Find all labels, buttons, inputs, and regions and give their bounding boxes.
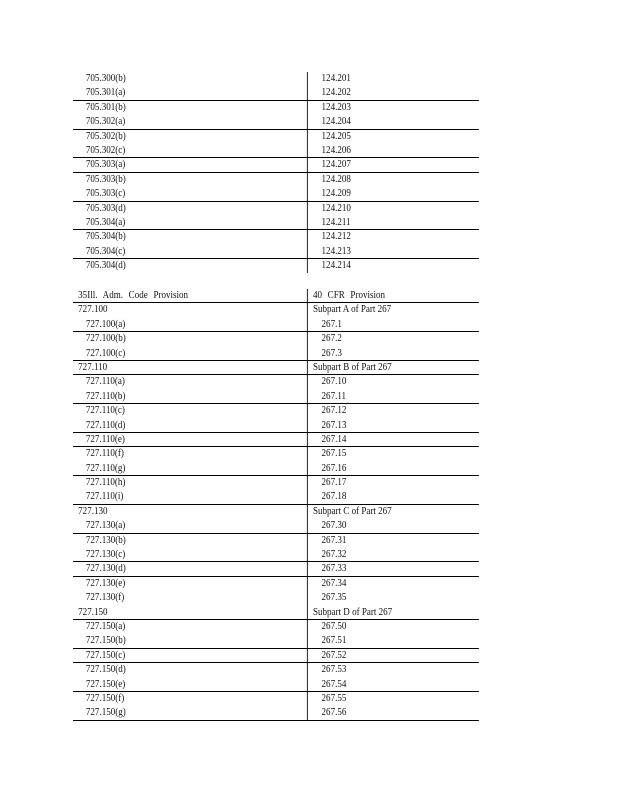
table-row <box>73 361 479 375</box>
cfr-provision-cell: 124.204 <box>307 115 479 128</box>
illinois-provision-cell: 727.110(e) <box>85 433 125 445</box>
cfr-provision-cell: Subpart D of Part 267 <box>307 606 479 619</box>
header-left: 35Ill. Adm. Code Provision <box>78 290 189 301</box>
cfr-provision-cell: 267.14 <box>307 433 479 446</box>
cfr-provision-cell: 124.213 <box>307 245 479 258</box>
illinois-provision-cell: 727.130(f) <box>85 592 125 604</box>
table-row <box>73 692 479 706</box>
illinois-provision-cell: 727.110(g) <box>85 462 126 474</box>
cfr-provision-cell: 124.208 <box>307 173 479 187</box>
cfr-provision-cell: 124.201 <box>307 72 479 86</box>
table-row <box>73 101 479 115</box>
table-header-row <box>73 289 479 303</box>
table-row <box>73 606 479 620</box>
illinois-provision-cell: 705.303(b) <box>85 173 126 185</box>
table-row <box>73 130 479 144</box>
cfr-provision-cell: Subpart C of Part 267 <box>307 505 479 519</box>
table-row <box>73 173 479 187</box>
illinois-provision-cell: 727.150(f) <box>85 692 125 704</box>
illinois-provision-cell: 727.150 <box>78 606 108 618</box>
illinois-provision-cell: 727.150(e) <box>85 678 126 690</box>
illinois-provision-cell: 705.304(a) <box>85 216 126 228</box>
table-row <box>73 86 479 100</box>
cfr-provision-cell: 267.55 <box>307 692 479 706</box>
table-row <box>73 347 479 361</box>
cfr-provision-cell: 267.16 <box>307 462 479 475</box>
illinois-provision-cell: 727.130(b) <box>85 534 126 546</box>
table-row <box>73 649 479 663</box>
cfr-provision-cell: 124.206 <box>307 144 479 157</box>
illinois-provision-cell: 727.110(a) <box>85 376 125 388</box>
illinois-provision-cell: 705.301(a) <box>85 87 126 99</box>
table-row <box>73 158 479 172</box>
table-row <box>73 390 479 404</box>
cfr-provision-cell: 267.10 <box>307 375 479 389</box>
provision-table-part-727 <box>73 289 479 721</box>
cfr-provision-cell: 267.2 <box>307 332 479 346</box>
cfr-provision-cell: 267.33 <box>307 562 479 575</box>
cfr-provision-cell: 267.51 <box>307 634 479 647</box>
table-row <box>73 562 479 576</box>
table-row <box>73 259 479 273</box>
illinois-provision-cell: 727.110(i) <box>85 491 124 503</box>
cfr-provision-cell: 124.214 <box>307 259 479 273</box>
cfr-provision-cell: 267.12 <box>307 404 479 418</box>
illinois-provision-cell: 727.130(d) <box>85 563 126 575</box>
cfr-provision-cell: 267.35 <box>307 591 479 605</box>
illinois-provision-cell: 705.303(c) <box>85 188 126 200</box>
table-row <box>73 519 479 533</box>
illinois-provision-cell: 705.303(a) <box>85 159 126 171</box>
table-row <box>73 620 479 634</box>
provision-table-part-705 <box>73 72 479 273</box>
cfr-provision-cell: 267.52 <box>307 649 479 662</box>
table-row <box>73 447 479 461</box>
illinois-provision-cell: 727.150(c) <box>85 649 126 661</box>
cfr-provision-cell: 124.202 <box>307 86 479 99</box>
cfr-provision-cell: 124.205 <box>307 130 479 144</box>
table-row <box>73 706 479 720</box>
table-row <box>73 332 479 346</box>
illinois-provision-cell: 705.304(b) <box>85 231 126 243</box>
illinois-provision-cell: 727.110 <box>78 361 108 373</box>
illinois-provision-cell: 705.302(c) <box>85 144 126 156</box>
table-row <box>73 375 479 389</box>
cfr-provision-cell: 267.17 <box>307 476 479 490</box>
table-row <box>73 230 479 244</box>
cfr-provision-cell: 124.203 <box>307 101 479 115</box>
illinois-provision-cell: 727.110(b) <box>85 390 126 402</box>
table-row <box>73 115 479 129</box>
illinois-provision-cell: 727.100(c) <box>85 347 126 359</box>
illinois-provision-cell: 705.303(d) <box>85 202 126 214</box>
table-row <box>73 577 479 591</box>
table-row <box>73 534 479 548</box>
table-row <box>73 548 479 562</box>
illinois-provision-cell: 727.110(h) <box>85 477 126 489</box>
illinois-provision-cell: 727.130 <box>78 505 108 517</box>
cfr-provision-cell: 267.54 <box>307 678 479 691</box>
header-right: 40 CFR Provision <box>307 289 479 302</box>
illinois-provision-cell: 727.150(b) <box>85 635 126 647</box>
cfr-provision-cell: 124.209 <box>307 187 479 200</box>
illinois-provision-cell: 705.300(b) <box>85 73 126 84</box>
table-row <box>73 245 479 259</box>
cfr-provision-cell: Subpart A of Part 267 <box>307 303 479 317</box>
cfr-provision-cell: 124.207 <box>307 158 479 171</box>
illinois-provision-cell: 705.302(b) <box>85 130 126 142</box>
table-row <box>73 505 479 519</box>
table-row <box>73 216 479 230</box>
cfr-provision-cell: 124.212 <box>307 230 479 244</box>
illinois-provision-cell: 727.130(e) <box>85 577 126 589</box>
table-row <box>73 187 479 201</box>
illinois-provision-cell: 727.100(b) <box>85 333 126 345</box>
cfr-provision-cell: 267.50 <box>307 620 479 634</box>
cfr-provision-cell: 267.34 <box>307 577 479 591</box>
cfr-provision-cell: 267.13 <box>307 419 479 432</box>
illinois-provision-cell: 705.304(c) <box>85 245 126 257</box>
cfr-provision-cell: 267.18 <box>307 490 479 503</box>
cfr-provision-cell: 267.31 <box>307 534 479 548</box>
table-row <box>73 678 479 692</box>
cfr-provision-cell: 267.53 <box>307 663 479 677</box>
table-row <box>73 663 479 677</box>
table-row <box>73 404 479 418</box>
table-row <box>73 303 479 317</box>
cfr-provision-cell: 267.56 <box>307 706 479 719</box>
cfr-provision-cell: 124.210 <box>307 202 479 216</box>
cfr-provision-cell: 267.30 <box>307 519 479 532</box>
illinois-provision-cell: 727.130(a) <box>85 520 126 532</box>
table-row <box>73 72 479 86</box>
illinois-provision-cell: 705.304(d) <box>85 260 126 272</box>
cfr-provision-cell: 267.11 <box>307 390 479 403</box>
table-row <box>73 591 479 605</box>
cfr-provision-cell: 267.32 <box>307 548 479 561</box>
cfr-provision-cell: 124.211 <box>307 216 479 229</box>
illinois-provision-cell: 727.150(d) <box>85 664 126 676</box>
illinois-provision-cell: 727.110(d) <box>85 419 126 431</box>
illinois-provision-cell: 727.150(a) <box>85 620 126 632</box>
table-row <box>73 490 479 504</box>
table-row <box>73 634 479 648</box>
illinois-provision-cell: 705.302(a) <box>85 116 126 128</box>
illinois-provision-cell: 727.150(g) <box>85 707 126 719</box>
cfr-provision-cell: Subpart B of Part 267 <box>307 361 479 374</box>
illinois-provision-cell: 727.100 <box>78 304 108 316</box>
illinois-provision-cell: 727.130(c) <box>85 549 126 561</box>
table-row <box>73 433 479 447</box>
table-row <box>73 144 479 158</box>
illinois-provision-cell: 705.301(b) <box>85 101 126 113</box>
cfr-provision-cell: 267.15 <box>307 447 479 461</box>
cfr-provision-cell: 267.3 <box>307 347 479 360</box>
table-row <box>73 476 479 490</box>
table-row <box>73 419 479 433</box>
table-row <box>73 462 479 476</box>
cfr-provision-cell: 267.1 <box>307 318 479 331</box>
illinois-provision-cell: 727.110(c) <box>85 405 125 417</box>
illinois-provision-cell: 727.110(f) <box>85 448 124 460</box>
table-row <box>73 318 479 332</box>
illinois-provision-cell: 727.100(a) <box>85 318 126 330</box>
table-row <box>73 202 479 216</box>
